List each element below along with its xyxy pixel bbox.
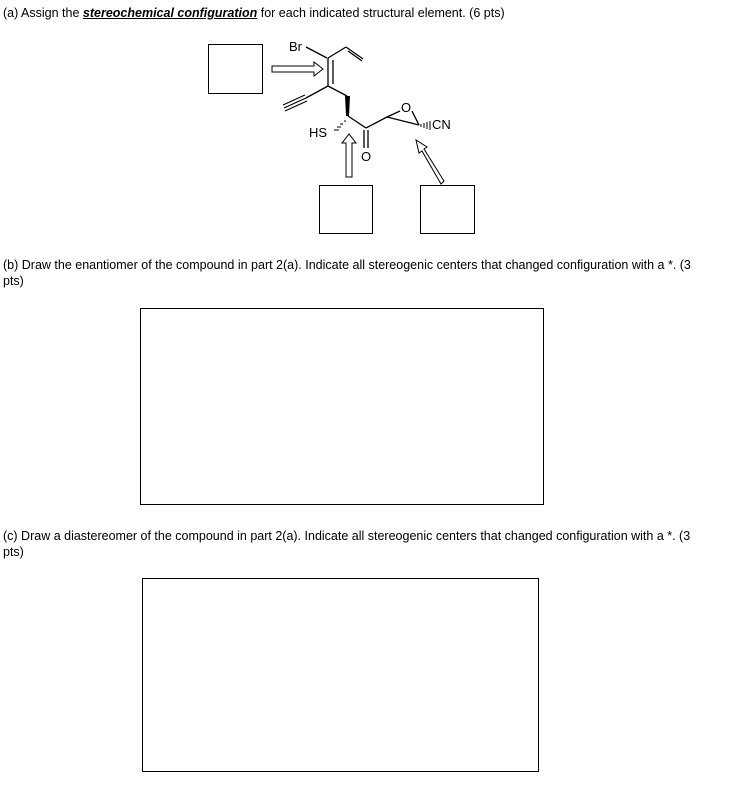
atom-br-label: Br <box>289 39 302 54</box>
bond-epoxide-3 <box>387 117 419 125</box>
part-a-suffix: for each indicated structural element. (6 pts) <box>257 6 505 20</box>
answer-box-hs-center[interactable] <box>319 185 373 234</box>
answer-box-alkene[interactable] <box>208 44 263 94</box>
bond-vinyl-2a <box>346 47 363 59</box>
arrow-epoxide-center <box>416 140 444 184</box>
atom-hs-label: HS <box>309 125 328 140</box>
arrow-hs-center <box>342 134 356 177</box>
bond-carbonyl-link <box>348 116 366 128</box>
part-a-prefix: (a) Assign the <box>3 6 83 20</box>
hashed-bond-hs <box>334 121 346 130</box>
answer-box-epoxide-center[interactable] <box>420 185 475 234</box>
answer-box-enantiomer[interactable] <box>140 308 544 505</box>
atom-o-carbonyl-label: O <box>361 149 372 164</box>
part-a-emphasis: stereochemical configuration <box>82 6 258 20</box>
bond-chain-1 <box>328 86 347 96</box>
part-b-question: (b) Draw the enantiomer of the compound in part 2(a). Indicate all stereogenic centers that changed configuration with a *. (3 pts) <box>3 258 691 288</box>
bond-alkyne-link <box>306 86 328 98</box>
bond-vinyl-2b <box>348 51 362 61</box>
group-cn-label: CN <box>432 117 451 132</box>
bond-epoxide-1 <box>387 111 400 117</box>
wedge-bond <box>345 96 350 116</box>
bond-vinyl-1 <box>328 47 346 58</box>
atom-o-epoxide-label: O <box>401 100 412 115</box>
answer-box-diastereomer[interactable] <box>142 578 539 772</box>
bond-br <box>306 47 327 58</box>
arrow-alkene <box>272 62 323 76</box>
part-c-question: (c) Draw a diastereomer of the compound in part 2(a). Indicate all stereogenic centers that changed configuration with a *. (3 pts) <box>3 529 691 559</box>
hashed-bond-cn <box>421 121 430 130</box>
bond-epoxide-link <box>366 117 387 128</box>
